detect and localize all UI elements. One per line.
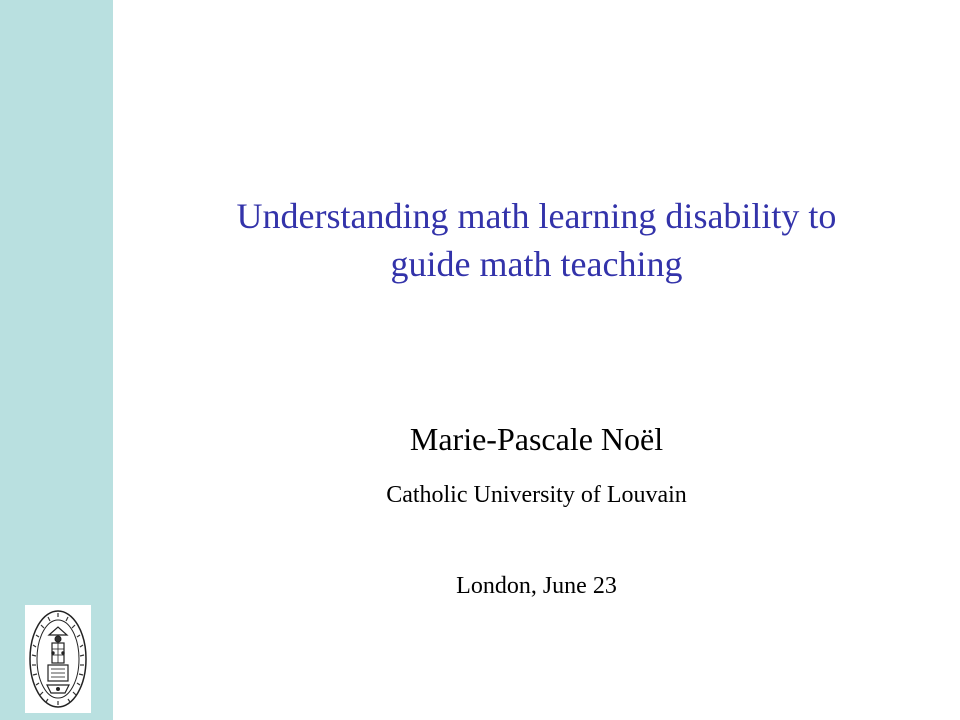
author-affiliation: Catholic University of Louvain xyxy=(386,482,687,508)
slide-title-line-1: Understanding math learning disability to xyxy=(236,196,837,236)
university-seal-icon xyxy=(25,605,91,713)
presentation-date-location: London, June 23 xyxy=(456,573,617,599)
slide-title-line-2: guide math teaching xyxy=(390,244,683,284)
author-name: Marie-Pascale Noël xyxy=(409,421,664,457)
slide-title xyxy=(113,192,960,288)
